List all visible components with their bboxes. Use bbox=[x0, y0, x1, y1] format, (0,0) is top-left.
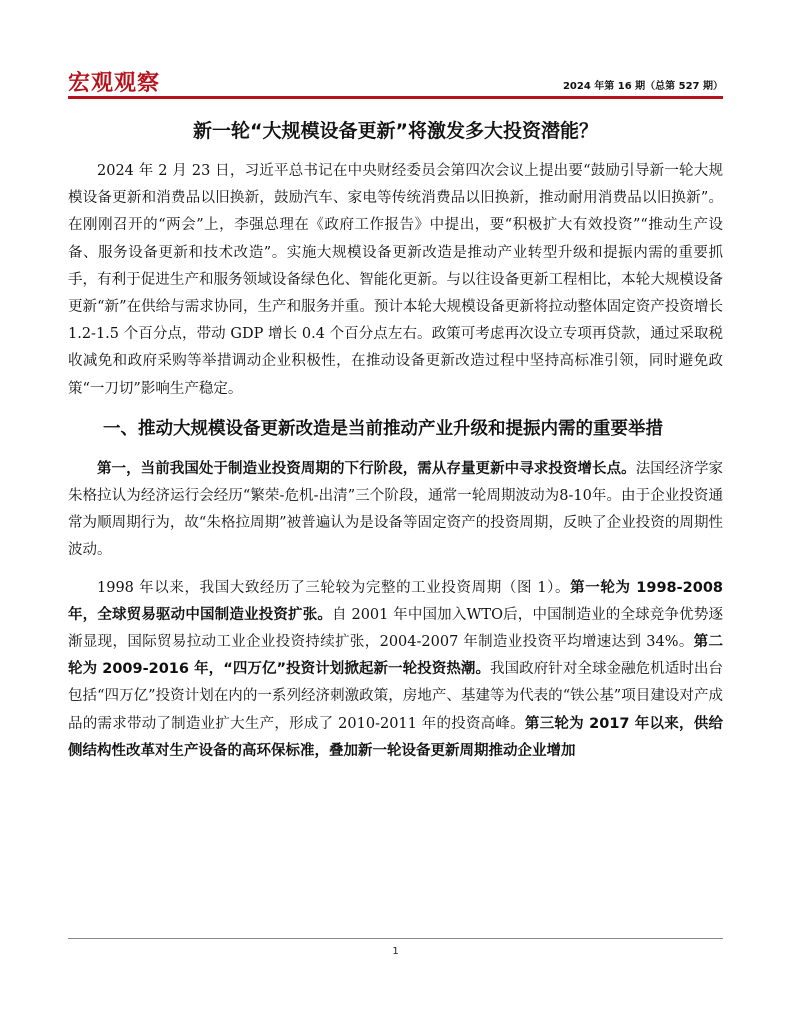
section-heading: 一、推动大规模设备更新改造是当前推动产业升级和提振内需的重要举措 bbox=[103, 418, 663, 439]
paragraph-2-lead-2: 第二轮为 2009-2016 年，“四万亿”投资计划掀起新一轮投资热潮。 bbox=[68, 634, 723, 678]
publication-brand: 宏观观察 bbox=[68, 71, 161, 96]
paragraph-2-text-2: 自 2001 年中国加入WTO后，中国制造业的全球竞争优势逐渐显现，国际贸易拉动工业企业投资持续扩张，2004-2007 年制造业投资平均增速达到 34%。 bbox=[68, 606, 723, 651]
paragraph-2-lead-1: 第一轮为 1998-2008 年，全球贸易驱动中国制造业投资扩张。 bbox=[68, 579, 724, 623]
paragraph-2-text-1: 1998 年以来，我国大致经历了三轮较为完整的工业投资周期（图 1）。 bbox=[97, 579, 571, 596]
header-divider bbox=[68, 96, 723, 99]
paragraph-1-lead: 第一，当前我国处于制造业投资周期的下行阶段，需从存量更新中寻求投资增长点。 bbox=[97, 460, 636, 477]
issue-number: 2024 年第 16 期（总第 527 期） bbox=[562, 81, 723, 92]
intro-paragraph: 2024 年 2 月 23 日，习近平总书记在中央财经委员会第四次会议上提出要“鼓励引导新一轮大规模设备更新和消费品以旧换新，鼓励汽车、家电等传统消费品以旧换新，推动耐用消费品以旧换新”。在刚刚召开的“两会”上，李强总理在《政府工作报告》中提出，要“积极扩大有效投资”“推动生产设备、服务设备更新和技术改造”。实施大规模设备更新改造是推动产业转型升级和提振内需的重要抓手，有利于促进生产和服务领域设备绿色化、智能化更新。与以往设备更新工程相比，本轮大规模设备更新“新”在供给与需求协同，生产和服务并重。预计本轮大规模设备更新将拉动整体固定资产投资增长 1.2-1.5 个百分点，带动 GDP 增长 0.4 个百分点左右。政策可考虑再次设立专项再贷款，通过采取税收减免和政府采购等举措调动企业积极性，在推动设备更新改造过程中坚持高标准引领，同时避免政策“一刀切”影响生产稳定。 bbox=[68, 163, 723, 397]
paragraph-2 bbox=[68, 575, 723, 765]
paragraph-2-lead-3: 第三轮为 2017 年以来，供给侧结构性改革对生产设备的高环保标准，叠加新一轮设备更新周期推动企业增加 bbox=[68, 715, 723, 759]
paragraph-2-text-3: 我国政府针对全球金融危机适时出台包括“四万亿”投资计划在内的一系列经济刺激政策，房地产、基建等为代表的“铁公基”项目建设对产成品的需求带动了制造业扩大生产，形成了 2010-2011 年的投资高峰。 bbox=[68, 661, 723, 732]
article-body bbox=[68, 158, 723, 765]
footer-divider bbox=[68, 938, 723, 939]
page-number: 1 bbox=[392, 946, 399, 957]
paragraph-1 bbox=[68, 456, 723, 565]
article-title: 新一轮“大规模设备更新”将激发多大投资潜能？ bbox=[193, 120, 598, 142]
paragraph-1-text: 法国经济学家朱格拉认为经济运行会经历“繁荣-危机-出清”三个阶段，通常一轮周期波动为8-10年。由于企业投资通常为顺周期行为，故“朱格拉周期”被普遍认为是设备等固定资产的投资周期，反映了企业投资的周期性波动。 bbox=[68, 460, 724, 559]
